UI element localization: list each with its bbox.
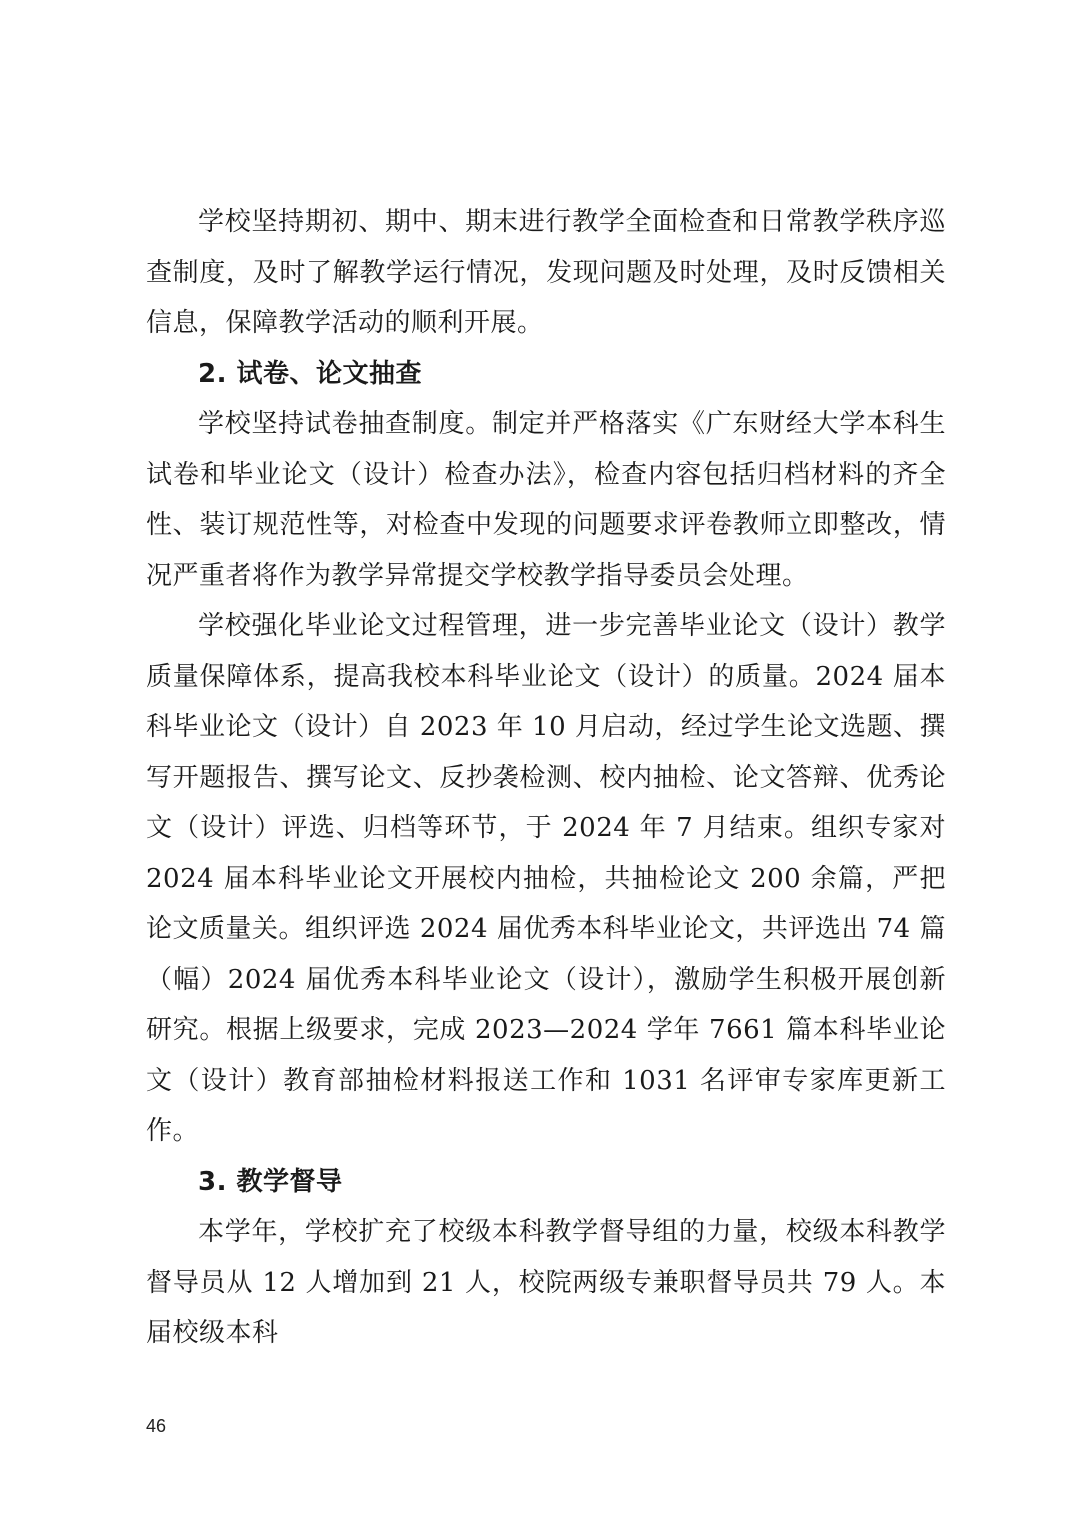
paragraph-supervision: 本学年，学校扩充了校级本科教学督导组的力量，校级本科教学督导员从 12 人增加到 21 人，校院两级专兼职督导员共 79 人。本届校级本科 <box>146 1217 946 1348</box>
document-body <box>146 197 946 1359</box>
paragraph-exam-check: 学校坚持试卷抽查制度。制定并严格落实《广东财经大学本科生试卷和毕业论文（设计）检查办法》，检查内容包括归档材料的齐全性、装订规范性等，对检查中发现的问题要求评卷教师立即整改，情况严重者将作为教学异常提交学校教学指导委员会处理。 <box>146 409 946 591</box>
section-heading-teaching-supervision: 3. 教学督导 <box>198 1166 343 1197</box>
page-number: 46 <box>146 1416 167 1436</box>
paragraph-inspection-system: 学校坚持期初、期中、期末进行教学全面检查和日常教学秩序巡查制度，及时了解教学运行情况，发现问题及时处理，及时反馈相关信息，保障教学活动的顺利开展。 <box>146 207 946 338</box>
section-heading-exam-thesis-check: 2. 试卷、论文抽查 <box>198 358 423 389</box>
paragraph-thesis-management: 学校强化毕业论文过程管理，进一步完善毕业论文（设计）教学质量保障体系，提高我校本科毕业论文（设计）的质量。2024 届本科毕业论文（设计）自 2023 年 10 月启动，经过学生论文选题、撰写开题报告、撰写论文、反抄袭检测、校内抽检、论文答辩、优秀论文（设计）评选、归档等环节，于 2024 年 7 月结束。组织专家对 2024 届本科毕业论文开展校内抽检，共抽检论文 200 余篇，严把论文质量关。组织评选 2024 届优秀本科毕业论文，共评选出 74 篇（幅）2024 届优秀本科毕业论文（设计），激励学生积极开展创新研究。根据上级要求，完成 2023—2024 学年 7661 篇本科毕业论文（设计）教育部抽检材料报送工作和 1031 名评审专家库更新工作。 <box>146 611 946 1146</box>
